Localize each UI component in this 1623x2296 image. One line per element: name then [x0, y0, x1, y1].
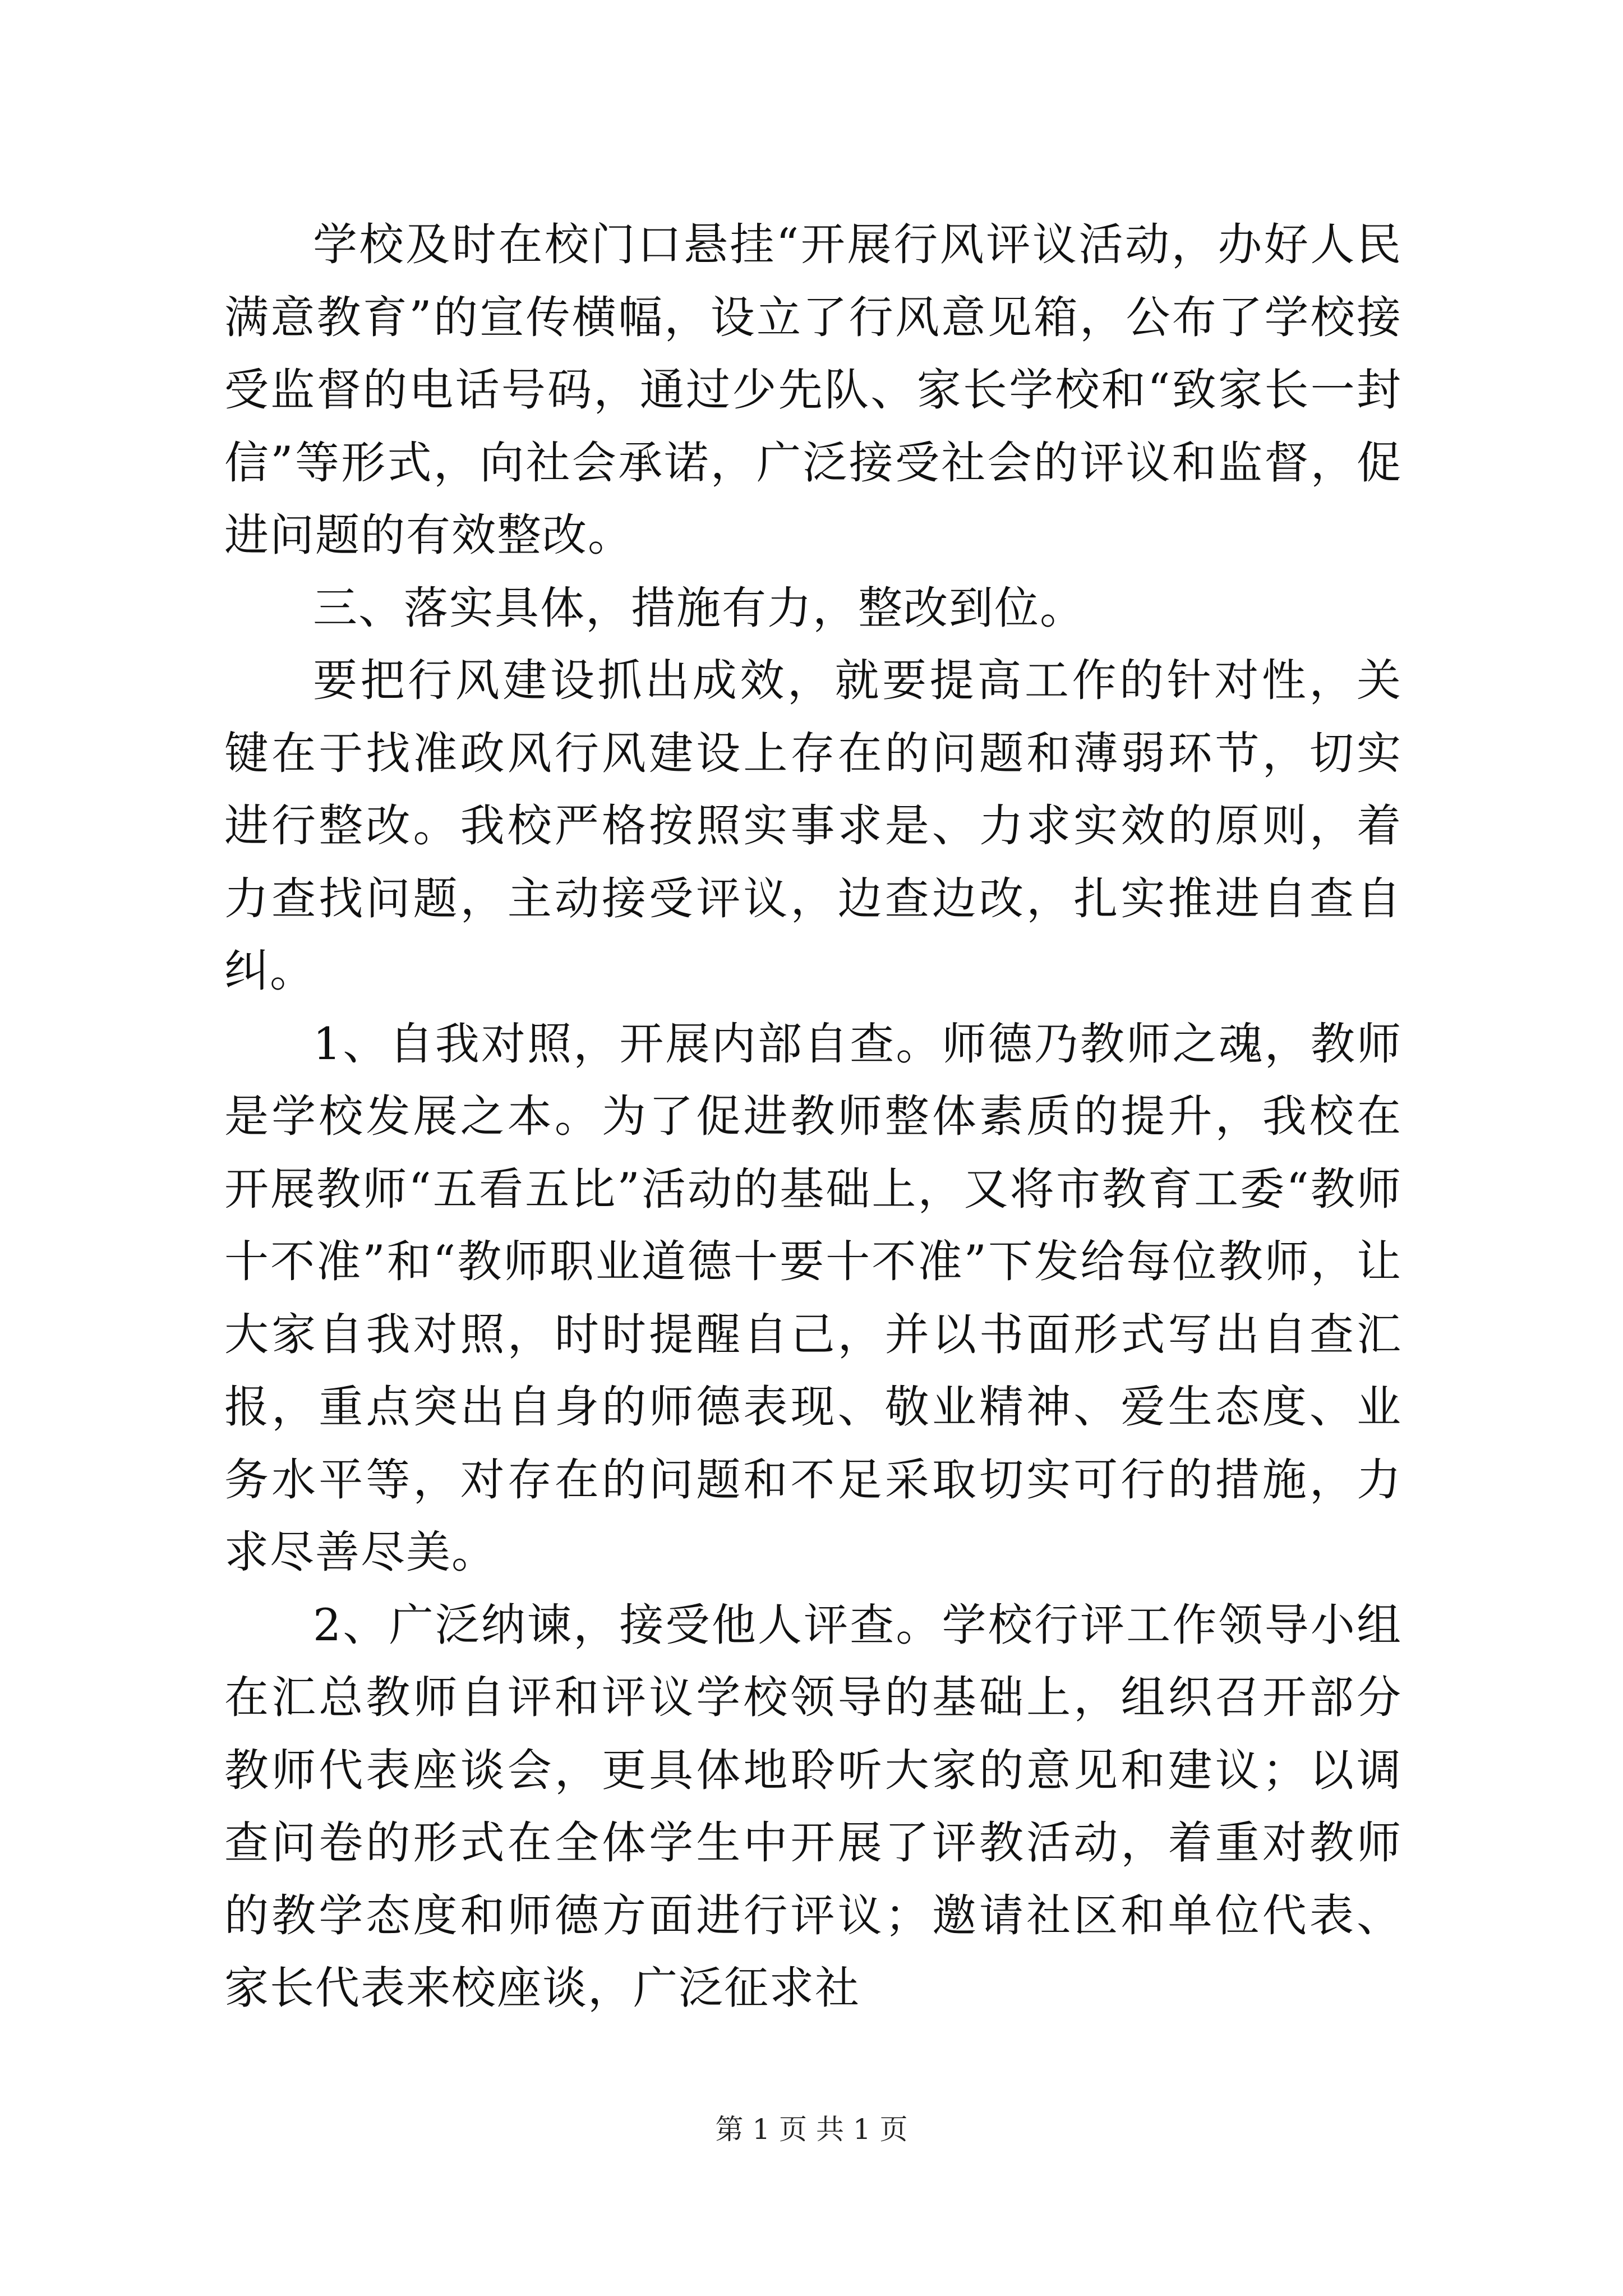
paragraph-1: 学校及时在校门口悬挂“开展行风评议活动，办好人民满意教育”的宣传横幅，设立了行风意见箱，公布了学校接受监督的电话号码，通过少先队、家长学校和“致家长一封信”等形式，向社会承诺，广泛接受社会的评议和监督，促进问题的有效整改。 — [224, 219, 1402, 561]
paragraph-item-1: 1、自我对照，开展内部自查。师德乃教师之魂，教师是学校发展之本。为了促进教师整体素质的提升，我校在开展教师“五看五比”活动的基础上，又将市教育工委“教师十不准”和“教师职业道德十要十不准”下发给每位教师，让大家自我对照，时时提醒自己，并以书面形式写出自查汇报，重点突出自身的师德表现、敬业精神、爱生态度、业务水平等，对存在的问题和不足采取切实可行的措施，力求尽善尽美。 — [224, 1018, 1402, 1578]
paragraph-item-2: 2、广泛纳谏，接受他人评查。学校行评工作领导小组在汇总教师自评和评议学校领导的基础上，组织召开部分教师代表座谈会，更具体地聆听大家的意见和建议；以调查问卷的形式在全体学生中开展了评教活动，着重对教师的教学态度和师德方面进行评议；邀请社区和单位代表、家长代表来校座谈，广泛征求社 — [224, 1599, 1402, 2014]
document-body — [224, 209, 1402, 2025]
section-heading-3: 三、落实具体，措施有力，整改到位。 — [313, 582, 1085, 634]
page-footer: 第 1 页 共 1 页 — [715, 2113, 908, 2146]
paragraph-3: 要把行风建设抓出成效，就要提高工作的针对性，关键在于找准政风行风建设上存在的问题和薄弱环节，切实进行整改。我校严格按照实事求是、力求实效的原则，着力查找问题，主动接受评议，边查边改，扎实推进自查自纠。 — [224, 655, 1402, 997]
